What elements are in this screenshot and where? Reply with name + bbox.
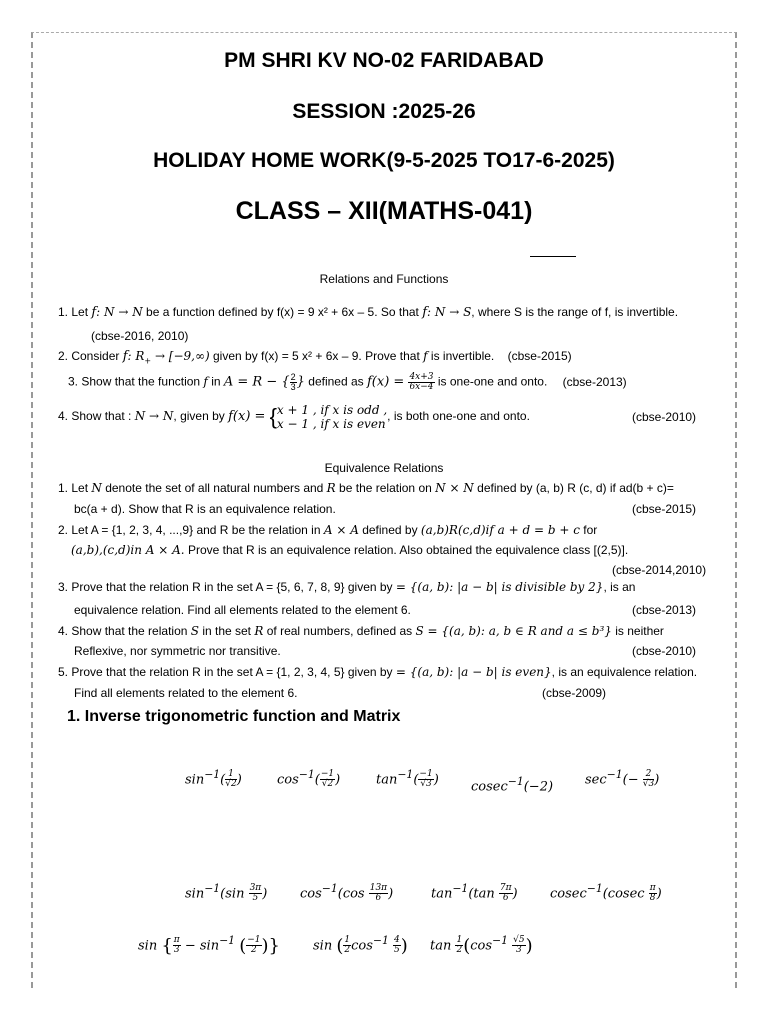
eq-question-2-ref: (cbse-2014,2010): [612, 563, 707, 577]
expr-cosec-inv-cosec-pi-8: cosec$^{-1}$(cosec $\frac{\pi}{8}$ ): [550, 882, 662, 904]
expr-sin-inv-1-root2: $\sin^{-1}$( $\frac{1}{√2}$ ): [185, 768, 242, 790]
eq-question-4-ref: (cbse-2010): [632, 644, 697, 658]
expr-sin-inv-sin-3pi-5: $\sin^{-1}(\sin$ $\frac{3\pi}{5}$ ): [185, 882, 268, 904]
rf-question-1: 1. Let f: N → N be a function defined by f(x) = 9 x² + 6x – 5. So that f: N → S, where S is the range of f, is invertible.: [58, 305, 679, 320]
expr-sec-inv-neg2-root3: $\sec^{-1}(-$ $\frac{2}{√3}$ ): [585, 768, 660, 790]
eq-question-5: 5. Prove that the relation R in the set A = {1, 2, 3, 4, 5} given by = {(a, b): |a − b| is even}, is an equivalence relation.: [58, 665, 698, 679]
eq-question-5-ref: (cbse-2009): [542, 686, 607, 700]
expr-sin-half-cos-inv: sin ( $\frac{1}{2}$ $\cos^{-1}$ $\frac{4}{5}$ ): [313, 934, 408, 957]
rf-question-1-ref: (cbse-2016, 2010): [91, 329, 189, 343]
eq-question-3-ref: (cbse-2013): [632, 603, 697, 617]
eq-question-1-ref: (cbse-2015): [632, 502, 697, 516]
expr-tan-inv-neg1-root3: $\tan^{-1}$( $\frac{-1}{√3}$ ): [376, 768, 439, 790]
eq-question-2-line2: (a,b),(c,d)in A × A. Prove that R is an equivalence relation. Also obtained the equivalence class [(2,5)].: [71, 543, 629, 557]
class-title: CLASS – XII(MATHS-041): [235, 197, 533, 225]
section-title-relations-functions: Relations and Functions: [319, 272, 449, 286]
session-title: SESSION :2025-26: [292, 100, 476, 123]
section-title-equivalence: Equivalence Relations: [324, 461, 444, 475]
homework-title: HOLIDAY HOME WORK(9-5-2025 TO17-6-2025): [153, 149, 615, 172]
eq-question-4: 4. Show that the relation S in the set R of real numbers, defined as S = {(a, b): a, b ∈ R and a ≤ b³} is neither: [58, 624, 664, 638]
eq-question-1-line2: bc(a + d). Show that R is an equivalence relation.: [74, 502, 336, 516]
eq-question-3-line2: equivalence relation. Find all elements related to the element 6.: [74, 603, 411, 617]
school-name: PM SHRI KV NO-02 FARIDABAD: [224, 49, 544, 72]
rf-question-2: 2. Consider f: $R_+ \to [-9,\infty)$ given by f(x) = 5 x² + 6x – 9. Prove that f is invertible. (cbse-2015): [58, 349, 572, 366]
eq-question-5-line2: Find all elements related to the element 6.: [74, 686, 298, 700]
rf-question-4: 4. Show that : N → N, given by f(x) = { x + 1 , if x is odd , x − 1 , if x is even , is both one-one and onto.: [58, 403, 530, 431]
rf-question-3: 3. Show that the function f in A = R − { $\frac{2}{3}$ } defined as f(x) = $\frac{4x+3}{6x-4}$ is one-one and onto. (cbse-2013): [68, 372, 627, 392]
expr-tan-inv-tan-7pi-6: $\tan^{-1}(\tan$ $\frac{7\pi}{6}$ ): [431, 882, 518, 904]
expr-cos-inv-cos-13pi-6: $\cos^{-1}(\cos$ $\frac{13\pi}{6}$ ): [300, 882, 394, 904]
section-title-inverse-trig: 1. Inverse trigonometric function and Matrix: [67, 708, 401, 725]
divider-line: [530, 256, 576, 257]
eq-question-3: 3. Prove that the relation R in the set A = {5, 6, 7, 8, 9} given by = {(a, b): |a − b| is divisible by 2}, is an: [58, 580, 636, 594]
expr-tan-half-cos-inv: tan $\frac{1}{2}$ ($\cos^{-1}$ $\frac{√5}{3}$ ): [430, 934, 533, 957]
expr-cos-inv-neg1-root2: $\cos^{-1}$( $\frac{-1}{√2}$ ): [277, 768, 341, 790]
eq-question-1: 1. Let N denote the set of all natural numbers and R be the relation on N × N defined by (a, b) R (c, d) if ad(b + c)=: [58, 481, 674, 495]
rf-question-4-ref: (cbse-2010): [632, 410, 697, 424]
eq-question-4-line2: Reflexive, nor symmetric nor transitive.: [74, 644, 281, 658]
expr-sin-pi3-minus-sin-inv: sin { $\frac{\pi}{3}$ − $\sin^{-1}$ ( $\frac{-1}{2}$ )}: [138, 934, 280, 957]
expr-cosec-inv-neg2: cosec$^{-1}$(−2): [471, 775, 554, 795]
eq-question-2: 2. Let A = {1, 2, 3, 4, ...,9} and R be the relation in A × A defined by (a,b)R(c,d)if a + d = b + c for: [58, 523, 598, 537]
